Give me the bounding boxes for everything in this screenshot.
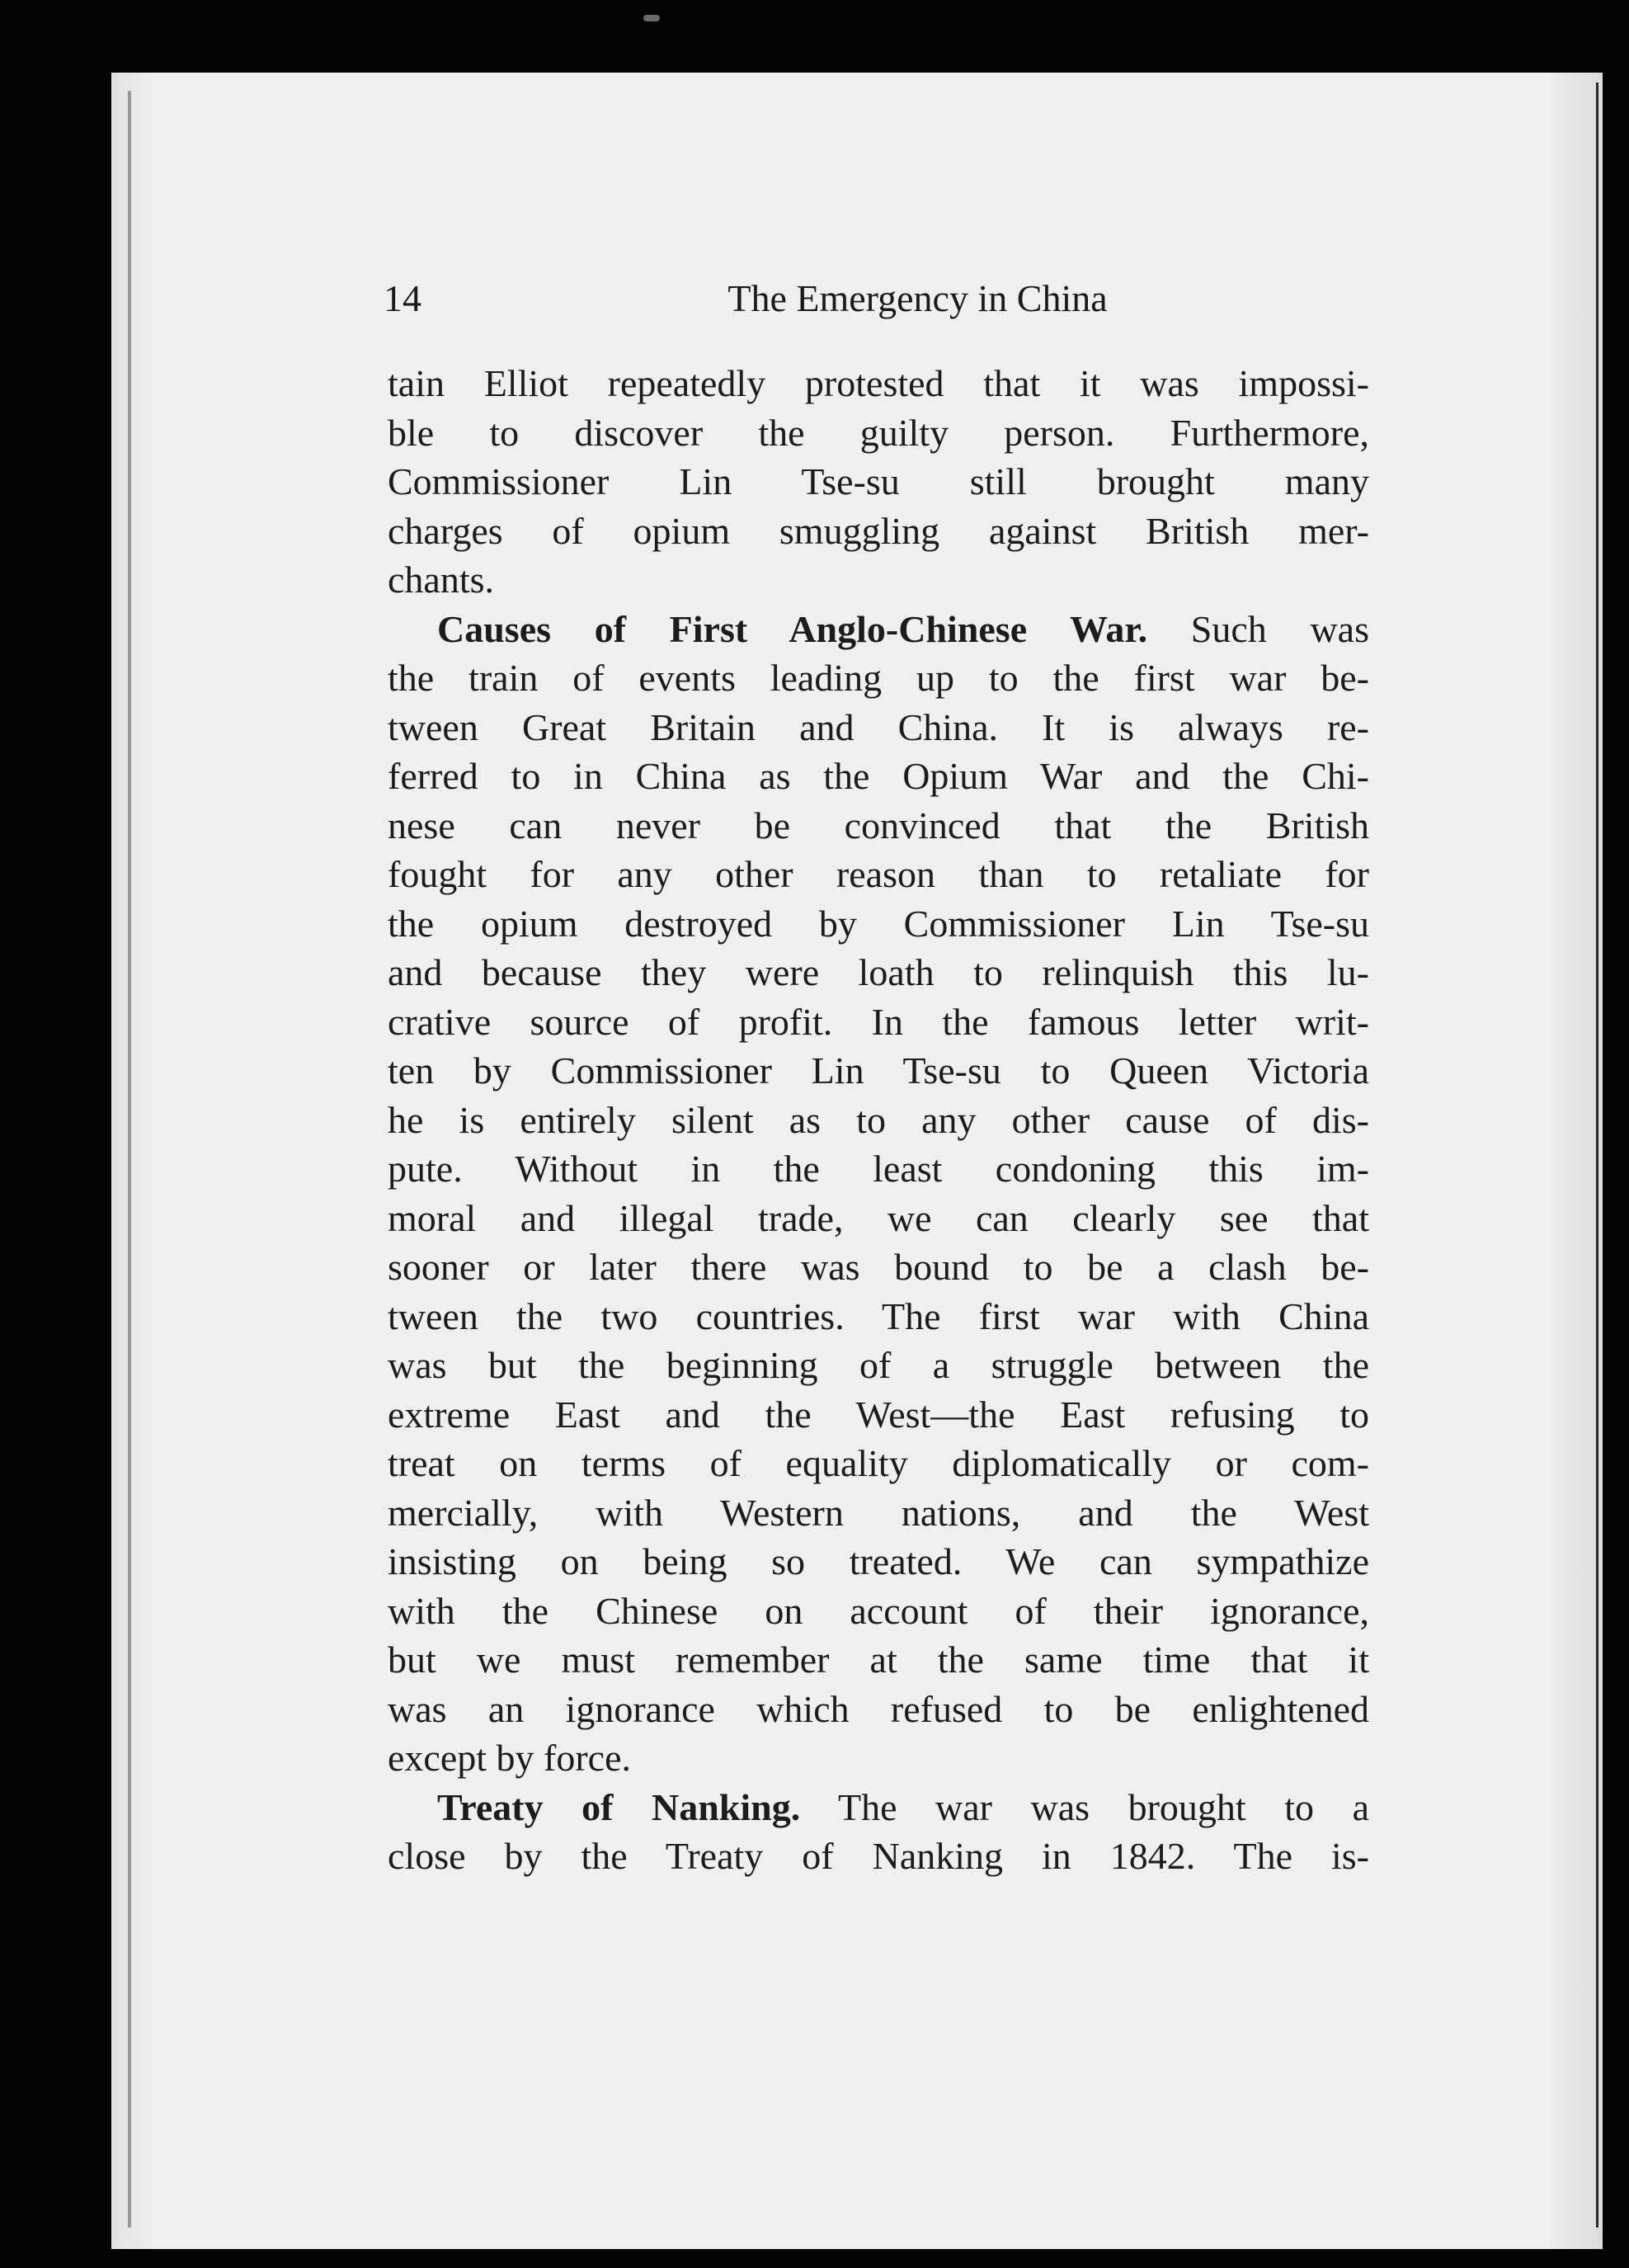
text-line: except by force. bbox=[388, 1737, 632, 1779]
page-header bbox=[384, 276, 1361, 334]
text-line: the opium destroyed by Commissioner Lin Tse-su bbox=[388, 902, 1369, 945]
text-line: The war was brought to a bbox=[837, 1785, 1369, 1828]
text-line: tween Great Britain and China. It is always re- bbox=[388, 705, 1369, 748]
paragraph-heading-line bbox=[388, 1783, 1369, 1832]
text-line: he is entirely silent as to any other cause of dis- bbox=[388, 1098, 1369, 1141]
text-line: was an ignorance which refused to be enlightened bbox=[388, 1687, 1369, 1730]
text-line: charges of opium smuggling against British mer- bbox=[388, 509, 1369, 552]
page-edge-left bbox=[128, 91, 131, 2228]
text-line: nese can never be convinced that the British bbox=[388, 804, 1369, 846]
text-line: was but the beginning of a struggle between the bbox=[388, 1344, 1369, 1386]
text-line: pute. Without in the least condoning this im- bbox=[388, 1148, 1369, 1190]
text-line: ferred to in China as the Opium War and the Chi- bbox=[388, 755, 1369, 797]
page-edge-right bbox=[1596, 83, 1598, 2228]
text-line: extreme East and the West—the East refusing to bbox=[388, 1393, 1369, 1436]
text-line: but we must remember at the same time that it bbox=[388, 1639, 1369, 1681]
body-text bbox=[388, 359, 1369, 1881]
text-line: the train of events leading up to the first war be- bbox=[388, 657, 1369, 699]
section-heading-causes: Causes of First Anglo-Chinese War. bbox=[437, 607, 1148, 650]
text-line: treat on terms of equality diplomatically or com- bbox=[388, 1442, 1369, 1484]
text-line: fought for any other reason than to retaliate for bbox=[388, 853, 1369, 895]
text-line: insisting on being so treated. We can sympathize bbox=[388, 1540, 1369, 1582]
text-line: tain Elliot repeatedly protested that it was impossi- bbox=[388, 362, 1369, 404]
page-number: 14 bbox=[384, 277, 421, 319]
text-line: crative source of profit. In the famous letter writ- bbox=[388, 1000, 1369, 1043]
text-line: close by the Treaty of Nanking in 1842. The is- bbox=[388, 1835, 1369, 1877]
text-line: chants. bbox=[388, 559, 495, 601]
text-line: sooner or later there was bound to be a clash be- bbox=[388, 1246, 1369, 1288]
text-line: moral and illegal trade, we can clearly see that bbox=[388, 1196, 1369, 1239]
section-heading-treaty: Treaty of Nanking. bbox=[437, 1785, 801, 1828]
text-line: ten by Commissioner Lin Tse-su to Queen Victoria bbox=[388, 1049, 1369, 1092]
text-line: ble to discover the guilty person. Furthermore, bbox=[388, 411, 1369, 454]
text-line: mercially, with Western nations, and the West bbox=[388, 1491, 1369, 1534]
text-line: tween the two countries. The first war with China bbox=[388, 1294, 1369, 1337]
scan-speck bbox=[643, 15, 660, 21]
text-line: Such was bbox=[1190, 607, 1370, 650]
text-line: and because they were loath to relinquish this lu- bbox=[388, 951, 1369, 993]
paragraph-heading-line bbox=[388, 605, 1369, 654]
text-line: with the Chinese on account of their ignorance, bbox=[388, 1589, 1369, 1632]
running-title: The Emergency in China bbox=[727, 277, 1108, 319]
text-line: Commissioner Lin Tse-su still brought many bbox=[388, 460, 1369, 502]
